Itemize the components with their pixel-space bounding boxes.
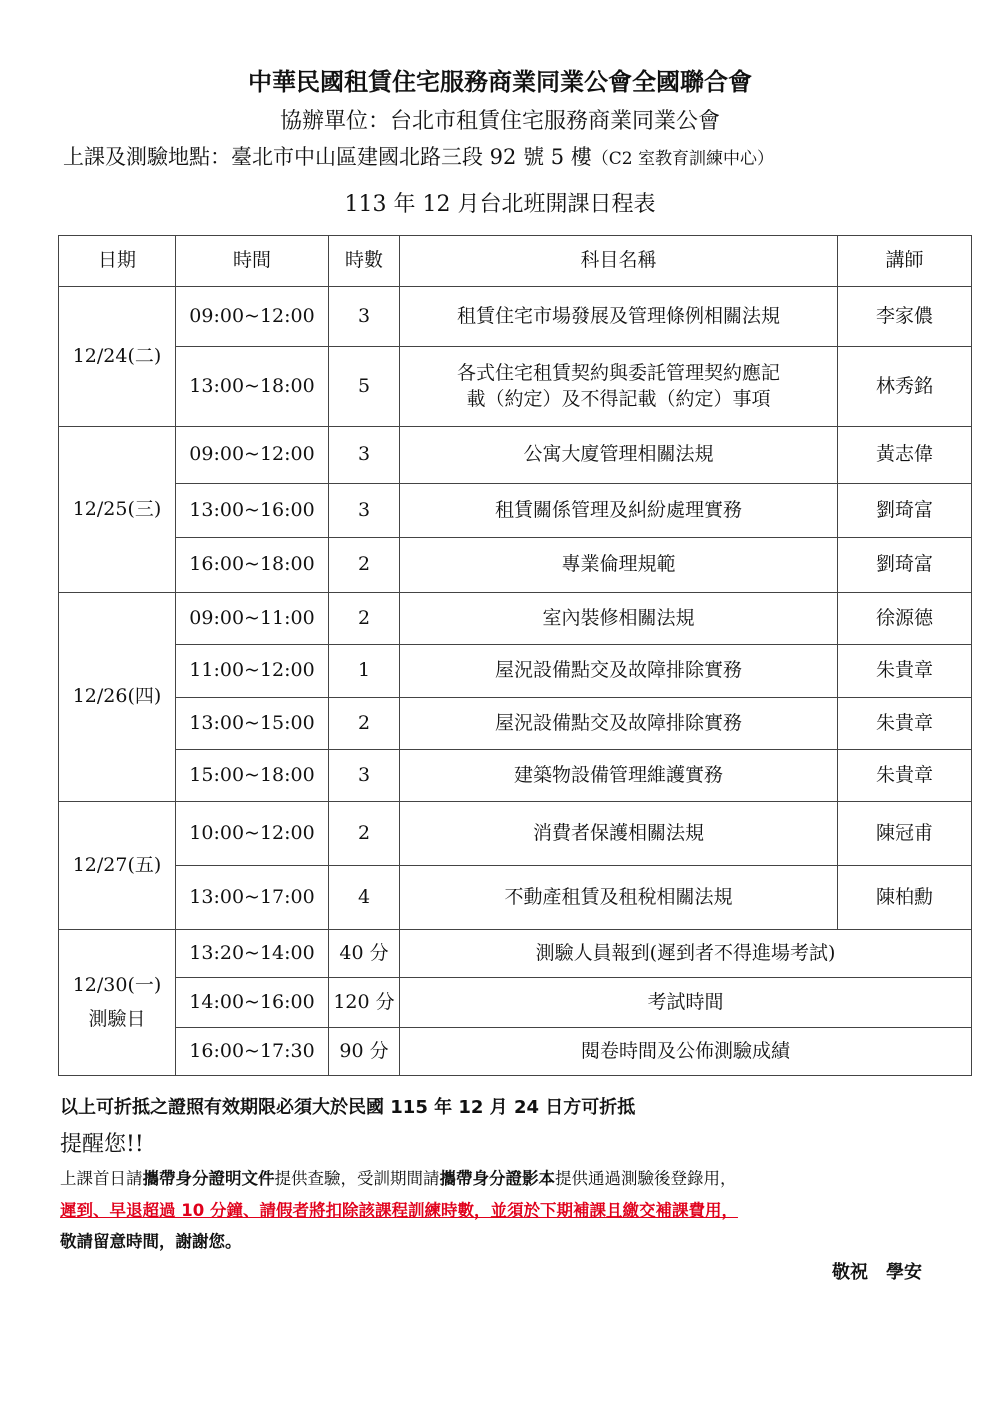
subject-cell: 消費者保護相關法規 — [400, 802, 838, 866]
hours-cell: 2 — [329, 698, 400, 750]
subject-cell: 不動產租賃及租稅相關法規 — [400, 866, 838, 930]
teacher-cell: 黃志偉 — [838, 427, 972, 484]
table-row — [59, 427, 972, 484]
col-time: 時間 — [176, 236, 329, 287]
subject-cell: 租賃住宅市場發展及管理條例相關法規 — [400, 287, 838, 347]
table-row — [59, 802, 972, 866]
hours-cell: 2 — [329, 802, 400, 866]
time-cell: 16:00~17:30 — [176, 1028, 329, 1076]
table-row — [59, 930, 972, 978]
hours-cell: 4 — [329, 866, 400, 930]
time-cell: 14:00~16:00 — [176, 978, 329, 1028]
table-row — [59, 538, 972, 593]
date-cell: 12/26(四) — [59, 593, 176, 802]
col-date: 日期 — [59, 236, 176, 287]
hours-cell: 1 — [329, 645, 400, 698]
time-cell: 09:00~12:00 — [176, 287, 329, 347]
time-cell: 13:00~18:00 — [176, 347, 329, 427]
schedule-table — [58, 235, 972, 1076]
teacher-cell: 李家儂 — [838, 287, 972, 347]
organization-title: 中華民國租賃住宅服務商業同業公會全國聯合會 — [248, 68, 752, 96]
table-row — [59, 1028, 972, 1076]
text-segment-bold: 攜帶身分證明文件 — [142, 1169, 275, 1188]
text-segment: 提供查驗，受訓期間請 — [274, 1169, 440, 1188]
subject-line: 各式住宅租賃契約與委託管理契約應記 — [456, 361, 780, 384]
schedule-title: 113 年 12 月台北班開課日程表 — [344, 192, 656, 217]
location — [63, 141, 774, 171]
table-row — [59, 287, 972, 347]
table-row — [59, 347, 972, 427]
subject-cell: 租賃關係管理及糾紛處理實務 — [400, 484, 838, 538]
subject-cell: 室內裝修相關法規 — [400, 593, 838, 645]
time-cell: 09:00~12:00 — [176, 427, 329, 484]
location-room: （C2 室教育訓練中心） — [591, 149, 775, 169]
hours-cell: 5 — [329, 347, 400, 427]
teacher-cell: 林秀銘 — [838, 347, 972, 427]
teacher-cell: 陳柏勳 — [838, 866, 972, 930]
table-row — [59, 698, 972, 750]
subject-cell: 建築物設備管理維護實務 — [400, 750, 838, 802]
subject-cell: 屋況設備點交及故障排除實務 — [400, 645, 838, 698]
hours-cell: 2 — [329, 538, 400, 593]
teacher-cell: 朱貴章 — [838, 698, 972, 750]
time-cell: 10:00~12:00 — [176, 802, 329, 866]
table-row — [59, 866, 972, 930]
exam-day-label: 測驗日 — [88, 1007, 146, 1030]
col-hours: 時數 — [329, 236, 400, 287]
time-cell: 13:00~16:00 — [176, 484, 329, 538]
duration-cell: 90 分 — [329, 1028, 400, 1076]
hours-cell: 3 — [329, 484, 400, 538]
location-main: 上課及測驗地點：臺北市中山區建國北路三段 92 號 5 樓 — [63, 145, 592, 169]
exam-item-cell: 閱卷時間及公佈測驗成績 — [400, 1028, 972, 1076]
table-row — [59, 484, 972, 538]
time-cell: 13:20~14:00 — [176, 930, 329, 978]
text-segment-bold: 攜帶身分證影本 — [439, 1169, 555, 1188]
hours-cell: 3 — [329, 287, 400, 347]
teacher-cell: 朱貴章 — [838, 750, 972, 802]
subject-cell — [400, 347, 838, 427]
exam-item-cell: 測驗人員報到(遲到者不得進場考試) — [400, 930, 972, 978]
validity-note: 以上可折抵之證照有效期限必須大於民國 115 年 12 月 24 日方可折抵 — [60, 1097, 636, 1118]
table-row — [59, 750, 972, 802]
subject-cell: 屋況設備點交及故障排除實務 — [400, 698, 838, 750]
text-segment: 提供通過測驗後登錄用， — [555, 1169, 737, 1188]
time-cell: 09:00~11:00 — [176, 593, 329, 645]
time-cell: 15:00~18:00 — [176, 750, 329, 802]
col-teacher: 講師 — [838, 236, 972, 287]
text-segment: 上課首日請 — [60, 1169, 143, 1188]
table-row — [59, 978, 972, 1028]
hours-cell: 3 — [329, 750, 400, 802]
time-cell: 13:00~17:00 — [176, 866, 329, 930]
table-row — [59, 593, 972, 645]
co-organizer: 協辦單位：台北市租賃住宅服務商業同業公會 — [279, 109, 720, 134]
teacher-cell: 朱貴章 — [838, 645, 972, 698]
col-subject: 科目名稱 — [400, 236, 838, 287]
exam-date-cell — [59, 930, 176, 1076]
exam-date: 12/30(一) — [72, 973, 162, 996]
closing-greeting: 敬祝 學安 — [832, 1262, 922, 1283]
subject-cell: 專業倫理規範 — [400, 538, 838, 593]
hours-cell: 3 — [329, 427, 400, 484]
table-header-row — [59, 236, 972, 287]
teacher-cell: 劉琦富 — [838, 484, 972, 538]
reminder-heading: 提醒您!! — [60, 1132, 144, 1157]
time-cell: 11:00~12:00 — [176, 645, 329, 698]
teacher-cell: 陳冠甫 — [838, 802, 972, 866]
date-cell: 12/25(三) — [59, 427, 176, 593]
reminder-line-2-warning: 遲到、早退超過 10 分鐘、請假者將扣除該課程訓練時數，並須於下期補課且繳交補課費用， — [60, 1201, 738, 1220]
duration-cell: 40 分 — [329, 930, 400, 978]
teacher-cell: 劉琦富 — [838, 538, 972, 593]
reminder-line-3: 敬請留意時間，謝謝您。 — [60, 1232, 242, 1251]
date-cell: 12/24(二) — [59, 287, 176, 427]
teacher-cell: 徐源德 — [838, 593, 972, 645]
reminder-line-1 — [60, 1165, 737, 1189]
subject-line: 載（約定）及不得記載（約定）事項 — [466, 387, 771, 410]
exam-item-cell: 考試時間 — [400, 978, 972, 1028]
time-cell: 13:00~15:00 — [176, 698, 329, 750]
subject-cell: 公寓大廈管理相關法規 — [400, 427, 838, 484]
table-row — [59, 645, 972, 698]
duration-cell: 120 分 — [329, 978, 400, 1028]
date-cell: 12/27(五) — [59, 802, 176, 930]
time-cell: 16:00~18:00 — [176, 538, 329, 593]
hours-cell: 2 — [329, 593, 400, 645]
